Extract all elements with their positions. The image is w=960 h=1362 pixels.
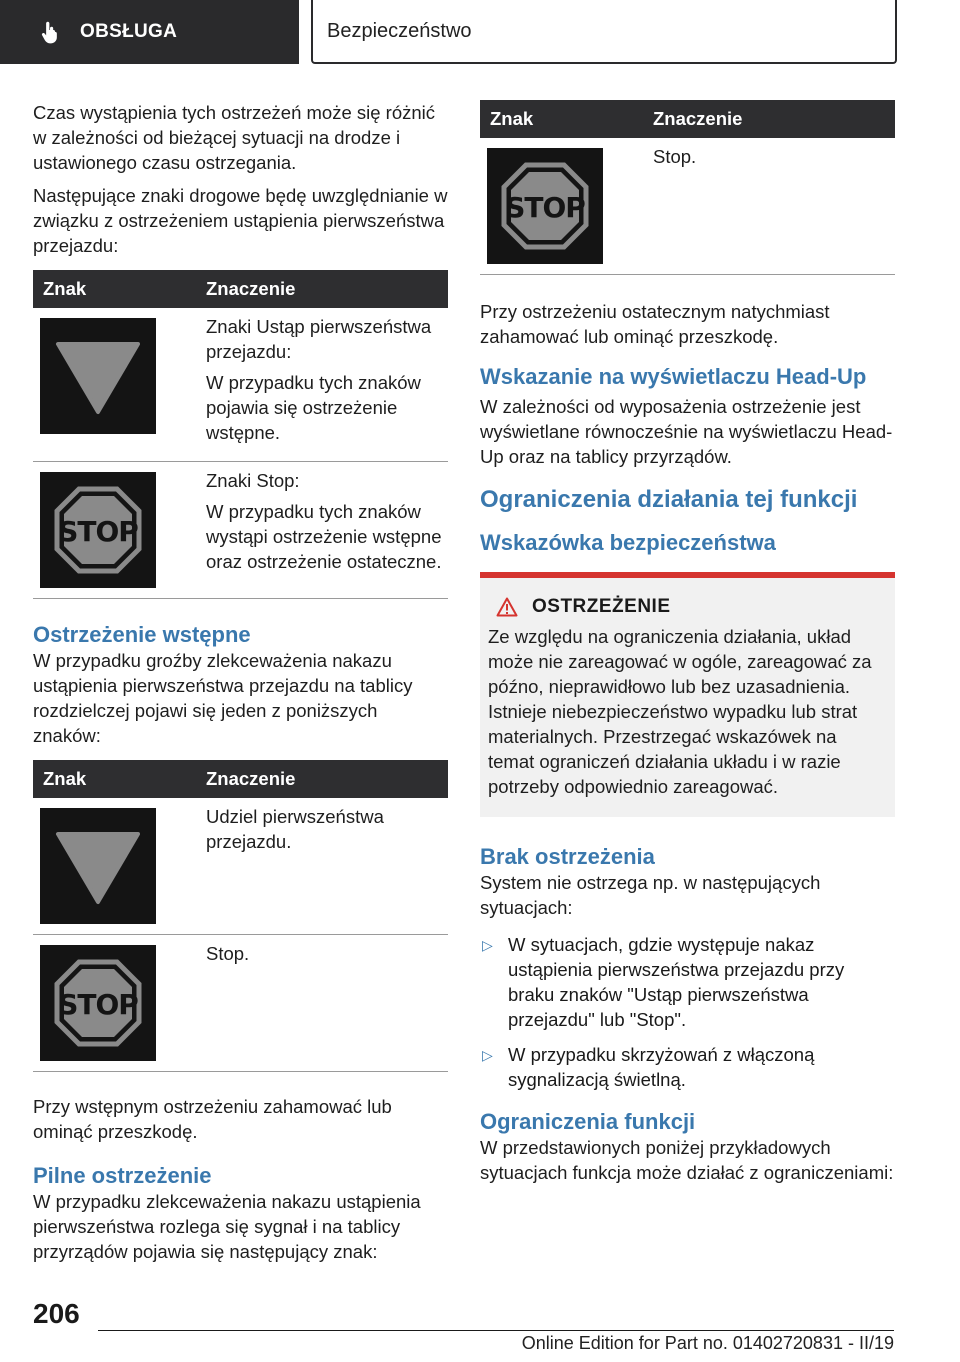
svg-text:STOP: STOP xyxy=(505,191,585,224)
no-warning-list xyxy=(480,932,895,1092)
table-header-meaning: Znaczenie xyxy=(653,100,895,138)
func-limits-text: W przedstawionych poniżej przykładowych sytuacjach funkcja może działać z ograniczeniami: xyxy=(480,1137,894,1183)
heading-prewarning: Ostrzeżenie wstępne xyxy=(33,622,251,647)
meaning-text: W przypadku tych znaków wystąpi ostrzeżenie wstępne oraz ostrzeżenie ostateczne. xyxy=(206,501,442,572)
edition-note: Online Edition for Part no. 01402720831 - II/19 xyxy=(521,1333,894,1353)
intro-paragraph-2: Następujące znaki drogowe będę uwzględnianie w związku z ostrzeżeniem ustąpienia pierwszeństwa przejazdu: xyxy=(33,185,448,256)
triangle-bullet-icon: ▷ xyxy=(482,937,493,953)
triangle-bullet-icon: ▷ xyxy=(482,1047,493,1063)
meaning-text: Stop. xyxy=(653,146,697,167)
chapter-title: Bezpieczeństwo xyxy=(327,19,472,42)
stop-sign-icon xyxy=(487,148,603,264)
hud-text: W zależności od wyposażenia ostrzeżenie jest wyświetlane równocześnie na wyświetlaczu Head-Up oraz na tablicy przyrządów. xyxy=(480,396,893,467)
page-number: 206 xyxy=(33,1298,80,1329)
list-item: ▷ W sytuacjach, gdzie występuje nakaz ustąpienia pierwszeństwa przejazdu przy braku znaków "Ustąp pierwszeństwa przejazdu" lub "Stop". xyxy=(482,934,845,1030)
right-column xyxy=(480,100,895,1193)
table-row xyxy=(480,138,895,275)
sign-table-2 xyxy=(33,760,448,1072)
hand-pointer-icon xyxy=(38,19,64,45)
table-row xyxy=(33,462,448,599)
section-label: OBSŁUGA xyxy=(80,21,178,42)
meaning-text: Stop. xyxy=(206,943,250,964)
intro-paragraph-1: Czas wystąpienia tych ostrzeżeń może się różnić w zależności od bieżącej sytuacji na drodze i ustawionego czasu ostrzegania. xyxy=(33,102,436,173)
meaning-text: Znaki Ustąp pierwszeństwa przejazdu: xyxy=(206,316,432,362)
page-header xyxy=(0,0,960,66)
meaning-text: W przypadku tych znaków pojawia się ostrzeżenie wstępne. xyxy=(206,372,421,443)
urgent-after: Przy ostrzeżeniu ostatecznym natychmiast zahamować lub ominąć przeszkodę. xyxy=(480,301,830,347)
no-warning-text: System nie ostrzega np. w następujących sytuacjach: xyxy=(480,872,821,918)
heading-func-limits: Ograniczenia funkcji xyxy=(480,1109,696,1134)
warning-triangle-icon xyxy=(496,597,518,617)
section-tab xyxy=(0,0,299,64)
heading-no-warning: Brak ostrzeżenia xyxy=(480,844,655,869)
stop-sign-icon xyxy=(40,472,156,588)
sign-table-1 xyxy=(33,270,448,599)
heading-limits: Ograniczenia działania tej funkcji xyxy=(480,486,858,513)
table-row xyxy=(33,798,448,935)
table-header-meaning: Znaczenie xyxy=(206,270,448,308)
svg-text:STOP: STOP xyxy=(58,988,138,1021)
heading-safety: Wskazówka bezpieczeństwa xyxy=(480,530,776,555)
heading-hud: Wskazanie na wyświetlaczu Head-Up xyxy=(480,364,867,389)
heading-urgent: Pilne ostrzeżenie xyxy=(33,1163,212,1188)
table-header-sign: Znak xyxy=(33,760,206,798)
yield-sign-icon xyxy=(40,318,156,434)
chapter-tab xyxy=(311,0,897,64)
sign-table-3 xyxy=(480,100,895,275)
list-item: ▷ W przypadku skrzyżowań z włączoną sygnalizacją świetlną. xyxy=(482,1044,815,1090)
meaning-text: Udziel pierwszeństwa przejazdu. xyxy=(206,806,384,852)
footer-divider xyxy=(98,1330,894,1331)
table-header-sign: Znak xyxy=(33,270,206,308)
table-header-meaning: Znaczenie xyxy=(206,760,448,798)
svg-text:STOP: STOP xyxy=(58,515,138,548)
prewarning-text: W przypadku groźby zlekceważenia nakazu ustąpienia pierwszeństwa przejazdu na tablicy rozdzielczej pojawi się jeden z poniższych znaków: xyxy=(33,650,413,746)
table-header-sign: Znak xyxy=(480,100,653,138)
table-row xyxy=(33,935,448,1072)
table-row xyxy=(33,308,448,462)
warning-box xyxy=(480,572,895,817)
stop-sign-icon xyxy=(40,945,156,1061)
urgent-text: W przypadku zlekceważenia nakazu ustąpienia pierwszeństwa rozlega się sygnał i na tablicy przyrządów pojawia się następujący znak: xyxy=(33,1191,421,1262)
yield-sign-icon xyxy=(40,808,156,924)
meaning-text: Znaki Stop: xyxy=(206,470,300,491)
prewarning-after: Przy wstępnym ostrzeżeniu zahamować lub ominąć przeszkodę. xyxy=(33,1096,392,1142)
warning-title: OSTRZEŻENIE xyxy=(532,596,671,617)
left-column xyxy=(33,100,448,1272)
warning-text: Ze względu na ograniczenia działania, układ może nie zareagować w ogóle, zareagować za późno, nieprawidłowo lub bez uzasadnienia. Istnieje niebezpieczeństwo wypadku lub strat materialnych. Przestrzegać wskazówek na temat ograniczeń działania układu i w razie potrzeby odpowiednio zareagować. xyxy=(488,626,872,797)
